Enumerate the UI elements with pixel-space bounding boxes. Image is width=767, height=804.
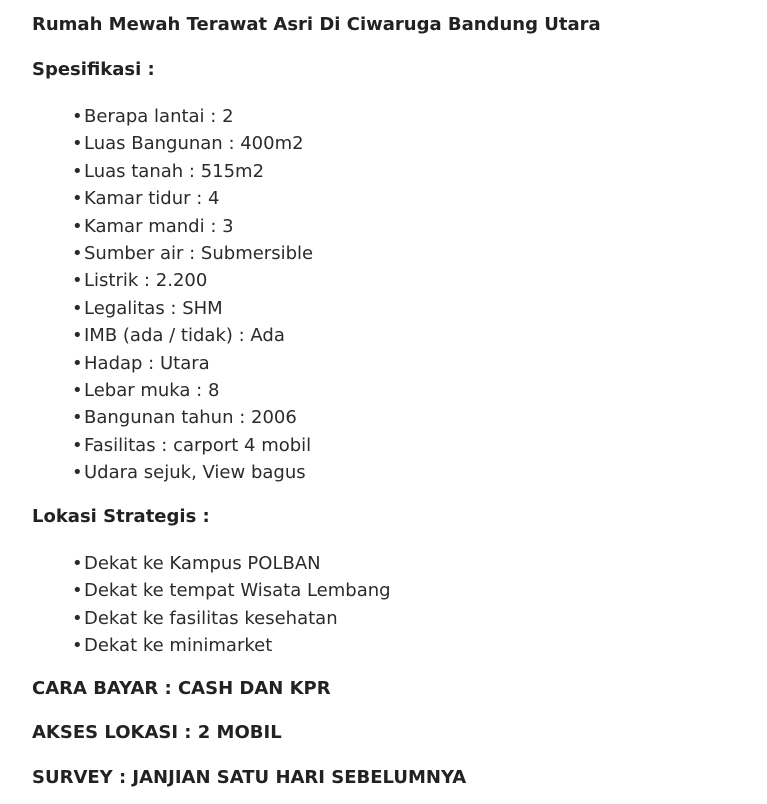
bullet-icon: •	[72, 297, 83, 319]
list-item	[72, 267, 313, 294]
list-item	[72, 130, 313, 157]
list-item	[72, 459, 313, 486]
list-item-text: Legalitas : SHM	[84, 297, 223, 319]
bullet-icon: •	[72, 160, 83, 182]
list-item	[72, 322, 313, 349]
bullet-icon: •	[72, 133, 83, 155]
list-item-text: Sumber air : Submersible	[84, 242, 314, 264]
list-item-text: Dekat ke fasilitas kesehatan	[84, 607, 338, 629]
bullet-icon: •	[72, 352, 83, 374]
list-item-text: IMB (ada / tidak) : Ada	[84, 325, 285, 347]
listing-title: Rumah Mewah Terawat Asri Di Ciwaruga Bandung Utara	[32, 14, 601, 35]
bullet-icon: •	[72, 580, 83, 602]
bullet-icon: •	[72, 462, 83, 484]
bullet-icon: •	[72, 242, 83, 264]
list-item	[72, 550, 391, 577]
list-item-text: Fasilitas : carport 4 mobil	[84, 434, 312, 456]
bullet-icon: •	[72, 188, 83, 210]
list-item	[72, 350, 313, 377]
list-item-text: Kamar mandi : 3	[84, 215, 234, 237]
list-item	[72, 432, 313, 459]
lokasi-list	[72, 550, 391, 660]
bullet-icon: •	[72, 106, 83, 127]
list-item-text: Dekat ke tempat Wisata Lembang	[84, 580, 391, 602]
list-item-text: Bangunan tahun : 2006	[84, 407, 297, 429]
list-item	[72, 103, 313, 130]
list-item-text: Luas Bangunan : 400m2	[84, 133, 304, 155]
list-item	[72, 632, 391, 659]
list-item	[72, 404, 313, 431]
list-item	[72, 185, 313, 212]
list-item-text: Hadap : Utara	[84, 352, 210, 374]
list-item-text: Lebar muka : 8	[84, 379, 220, 401]
bullet-icon: •	[72, 270, 83, 292]
bullet-icon: •	[72, 325, 83, 347]
list-item	[72, 213, 313, 240]
list-item	[72, 577, 391, 604]
list-item	[72, 240, 313, 267]
list-item	[72, 158, 313, 185]
list-item	[72, 605, 391, 632]
list-item	[72, 377, 313, 404]
bullet-icon: •	[72, 553, 83, 574]
list-item-text: Dekat ke Kampus POLBAN	[84, 553, 321, 574]
bullet-icon: •	[72, 379, 83, 401]
bullet-icon: •	[72, 407, 83, 429]
list-item-text: Dekat ke minimarket	[84, 635, 273, 657]
list-item-text: Listrik : 2.200	[84, 270, 208, 292]
survey: SURVEY : JANJIAN SATU HARI SEBELUMNYA	[32, 767, 467, 788]
akses-lokasi: AKSES LOKASI : 2 MOBIL	[32, 722, 282, 743]
cara-bayar: CARA BAYAR : CASH DAN KPR	[32, 678, 331, 699]
list-item-text: Luas tanah : 515m2	[84, 160, 265, 182]
list-item-text: Udara sejuk, View bagus	[84, 462, 306, 484]
list-item-text: Berapa lantai : 2	[84, 106, 234, 127]
bullet-icon: •	[72, 215, 83, 237]
list-item	[72, 295, 313, 322]
lokasi-heading: Lokasi Strategis :	[32, 506, 210, 527]
bullet-icon: •	[72, 434, 83, 456]
bullet-icon: •	[72, 635, 83, 657]
spesifikasi-list	[72, 103, 313, 486]
list-item-text: Kamar tidur : 4	[84, 188, 220, 210]
spesifikasi-heading: Spesifikasi :	[32, 59, 155, 80]
bullet-icon: •	[72, 607, 83, 629]
